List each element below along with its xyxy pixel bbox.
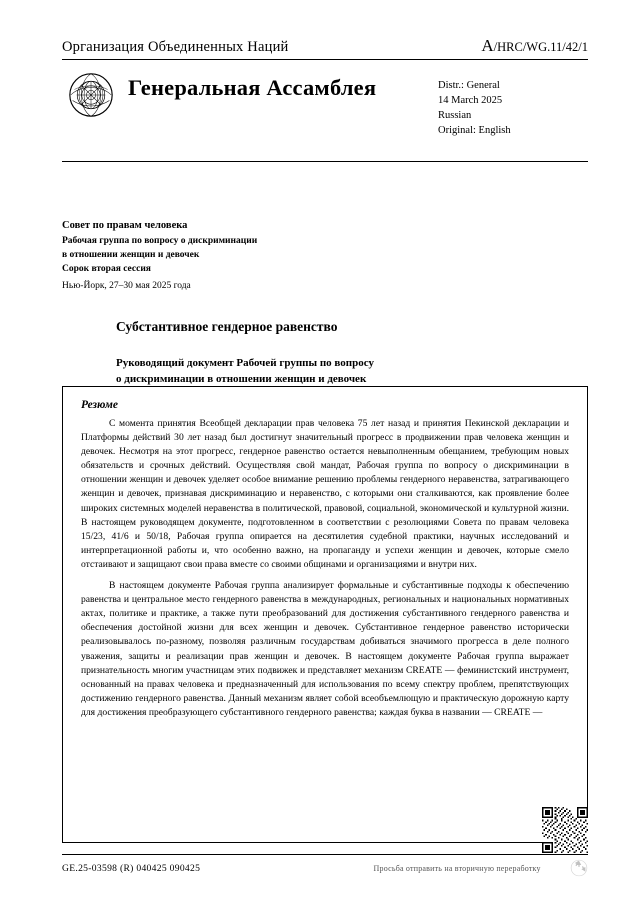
distr-line-1: Distr.: General	[438, 80, 500, 91]
document-header	[62, 36, 588, 162]
council-block	[62, 218, 588, 293]
header-divider	[62, 59, 588, 60]
subtitle-line-1: Руководящий документ Рабочей группы по вопросу	[116, 356, 374, 369]
header-main-row	[62, 69, 588, 139]
summary-label: Резюме	[81, 399, 118, 411]
un-emblem-icon	[68, 72, 114, 118]
symbol-rest: /HRC/WG.11/42/1	[493, 40, 588, 54]
organization-name: Организация Объединенных Наций	[62, 39, 289, 55]
qr-code-icon	[542, 807, 588, 853]
summary-paragraph: С момента принятия Всеобщей декларации прав человека 75 лет назад и принятия Пекинской декларации и Платформы действий 30 лет назад был достигнут значительный прогресс в продвижении прав человека женщин и девочек. Несмотря на этот прогресс, гендерное равенство остается невыполненным обещанием, требующим новых обязательств и срочных действий. Осуществляя свой мандат, Рабочая группа по вопросу о дискриминации в отношении женщин и девочек уделяет особое внимание решению проблемы гендерного неравенства, затрагивающего женщин и девочек, признавая дискриминацию и неравенство, с которыми они сталкиваются, как проявление более широких системных моделей неравенства в политической, правовой, социальной, экономической и культурной жизни. В настоящем руководящем документе, подготовленном в соответствии с резолюциями Совета по правам человека 15/23, 41/6 и 50/18, Рабочая группа опирается на десятилетия судебной практики, научных исследований и интерпретационной работы и, что особенно важно, на пропаганду и успехи женщин и девочек, которые смело отстаивают и защищают свои права вместе со своими общинами и организациями и внутри них.	[81, 418, 569, 570]
working-group-line-1: Рабочая группа по вопросу о дискриминации	[62, 235, 258, 246]
recycle-icon	[570, 859, 588, 877]
distr-line-2: 14 March 2025	[438, 94, 503, 106]
subtitle-line-2: о дискриминации в отношении женщин и девочек	[116, 373, 367, 386]
recycle-note: Просьба отправить на вторичную переработку	[373, 863, 541, 873]
distr-line-3: Russian	[438, 109, 472, 121]
footer-divider	[62, 854, 588, 855]
symbol-prefix: A	[481, 36, 494, 55]
summary-box	[62, 386, 588, 843]
distr-line-4: Original: English	[438, 124, 511, 136]
footer-row	[62, 859, 588, 877]
working-group-line-2: в отношении женщин и девочек	[62, 250, 200, 260]
summary-paragraph: В настоящем документе Рабочая группа анализирует формальные и субстантивные подходы к обеспечению равенства и центральное место гендерного равенства в международных, региональных и национальных нормативных актах, политике и практике, а также пути преобразований для достижения субстантивного гендерного равенства и обеспечения достойной жизни для всех женщин и девочек. Субстантивное гендерное равенство исторически реализовывалось по-разному, позволяя различным государствам добиваться значимого прогресса в деле полного уважения, защиты и реализации прав женщин и девочек. В настоящем документе Рабочая группа выражает признательность многим участницам этих подвижек и представляет механизм CREATE — феминистский инструмент, основанный на правах человека и предназначенный для использования по всему спектру проблем, препятствующих достижению гендерного равенства. Данный механизм являет собой всеобъемлющую и практическую дорожную карту для достижения преобразующего субстантивного гендерного равенства; каждая буква в названии — CREATE —	[81, 580, 569, 718]
document-symbol	[481, 36, 588, 56]
document-footer	[62, 854, 588, 877]
page-title: Субстантивное гендерное равенство	[116, 318, 338, 334]
session-number: Сорок вторая сессия	[62, 264, 151, 275]
assembly-title: Генеральная Ассамблея	[128, 75, 377, 100]
session-dates: Нью-Йорк, 27–30 мая 2025 года	[62, 280, 191, 291]
document-code: GE.25-03598 (R) 040425 090425	[62, 862, 201, 874]
document-subtitle	[116, 355, 588, 388]
document-body-headings	[62, 218, 588, 388]
distribution-block	[438, 79, 588, 139]
council-name: Совет по правам человека	[62, 220, 188, 231]
header-top-row	[62, 36, 588, 58]
header-divider-2	[62, 161, 588, 162]
